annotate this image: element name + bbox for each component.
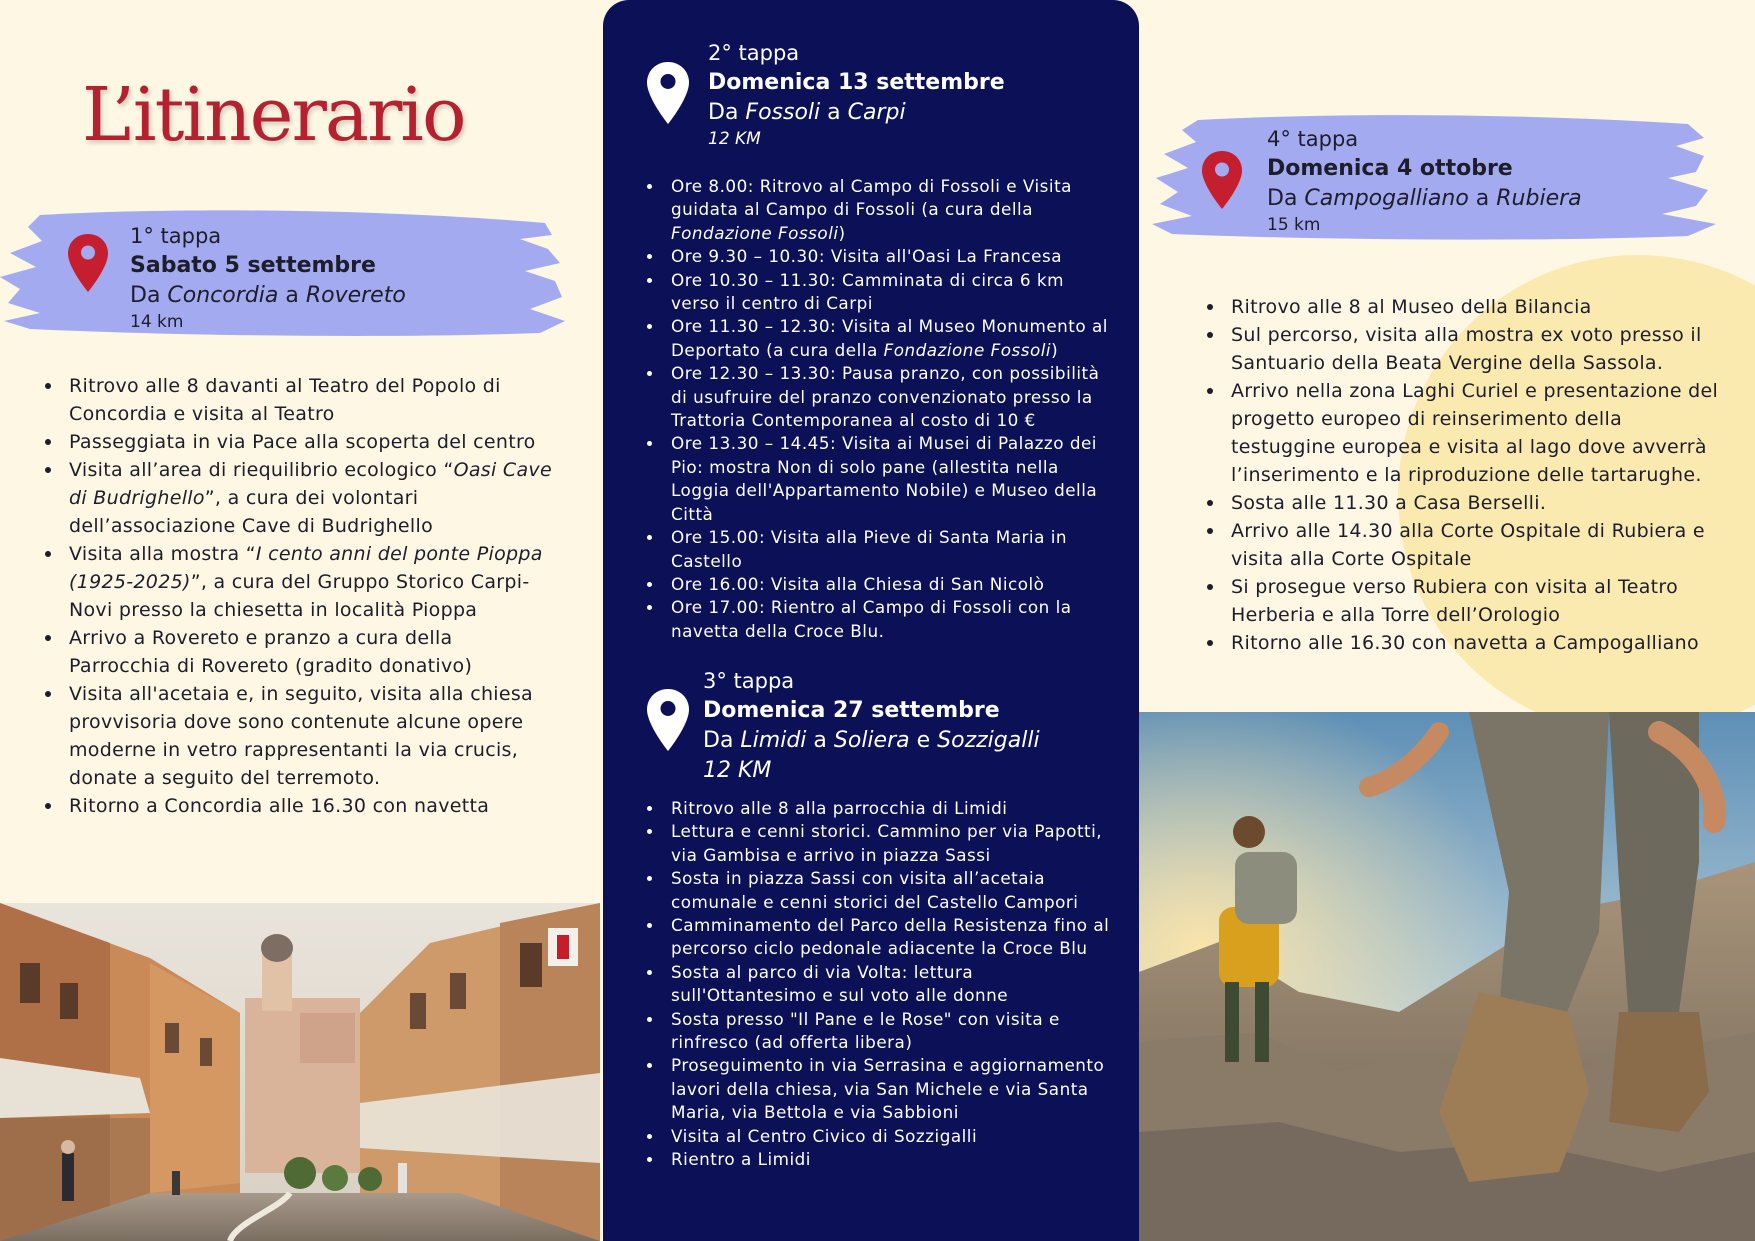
list-item: Ore 11.30 – 12.30: Visita al Museo Monumento al Deportato (a cura della Fondazione Fossoli) [642, 315, 1110, 362]
list-item: Arrivo nella zona Laghi Curiel e presentazione del progetto europeo di reinserimento della testuggine europea e visita al lago dove avverrà l’inserimento e la riproduzione delle tartarughe. [1202, 377, 1732, 489]
hikers-photo [1139, 712, 1755, 1241]
list-item: Ore 8.00: Ritrovo al Campo di Fossoli e Visita guidata al Campo di Fossoli (a cura della Fondazione Fossoli) [642, 175, 1110, 245]
list-item: Ore 16.00: Visita alla Chiesa di San Nicolò [642, 573, 1110, 596]
list-item: Sosta presso "Il Pane e le Rose" con visita e rinfresco (ad offerta libera) [642, 1008, 1110, 1055]
stage-1-header [130, 222, 406, 333]
list-item: Ore 10.30 – 11.30: Camminata di circa 6 km verso il centro di Carpi [642, 269, 1110, 316]
stage-distance: 12 KM [703, 758, 772, 783]
stage-date: Sabato 5 settembre [130, 253, 376, 278]
list-item: Ore 9.30 – 10.30: Visita all'Oasi La Francesa [642, 245, 1110, 268]
stage-route: Da Concordia a Rovereto [130, 283, 406, 308]
list-item: Ritrovo alle 8 al Museo della Bilancia [1202, 293, 1732, 321]
stage-route: Da Fossoli a Carpi [708, 100, 906, 125]
stage-2-list [642, 175, 1110, 643]
stage-3-list [642, 797, 1110, 1172]
stage-number: 1° tappa [130, 224, 222, 248]
list-item: Ore 15.00: Visita alla Pieve di Santa Maria in Castello [642, 526, 1110, 573]
page-title: L’itinerario [82, 72, 465, 158]
list-item: Ritorno alle 16.30 con navetta a Campogalliano [1202, 629, 1732, 657]
list-item: Ritrovo alle 8 alla parrocchia di Limidi [642, 797, 1110, 820]
map-pin-icon [67, 233, 109, 293]
list-item: Rientro a Limidi [642, 1148, 1110, 1171]
stage-3-header [703, 667, 1040, 786]
stage-date: Domenica 4 ottobre [1267, 156, 1513, 181]
stage-4-list [1202, 293, 1732, 657]
stage-route: Da Campogalliano a Rubiera [1267, 186, 1582, 211]
stage-distance: 12 KM [708, 129, 761, 149]
stage-number: 2° tappa [708, 41, 800, 65]
list-item: Sosta alle 11.30 a Casa Berselli. [1202, 489, 1732, 517]
list-item: Ritrovo alle 8 davanti al Teatro del Popolo di Concordia e visita al Teatro [40, 372, 560, 428]
list-item: Sosta al parco di via Volta: lettura sull'Ottantesimo e sul voto alle donne [642, 961, 1110, 1008]
stage-4-header [1267, 125, 1582, 236]
list-item: Lettura e cenni storici. Cammino per via Papotti, via Gambisa e arrivo in piazza Sassi [642, 820, 1110, 867]
list-item: Ore 12.30 – 13.30: Pausa pranzo, con possibilità di usufruire del pranzo convenzionato presso la Trattoria Contemporanea al costo di 10 € [642, 362, 1110, 432]
stage-date: Domenica 13 settembre [708, 70, 1005, 95]
stage-distance: 14 km [130, 312, 184, 332]
list-item: Visita all'acetaia e, in seguito, visita alla chiesa provvisoria dove sono contenute alcune opere moderne in vetro rappresentanti la via crucis, donate a seguito del terremoto. [40, 680, 560, 792]
list-item: Passeggiata in via Pace alla scoperta del centro [40, 428, 560, 456]
list-item: Sosta in piazza Sassi con visita all’acetaia comunale e cenni storici del Castello Campori [642, 867, 1110, 914]
map-pin-icon [646, 61, 690, 125]
stage-number: 4° tappa [1267, 127, 1359, 151]
town-street-photo [0, 903, 600, 1241]
list-item: Arrivo a Rovereto e pranzo a cura della Parrocchia di Rovereto (gradito donativo) [40, 624, 560, 680]
stage-2-header [708, 39, 1005, 150]
list-item: Visita all’area di riequilibrio ecologico “Oasi Cave di Budrighello”, a cura dei volontari dell’associazione Cave di Budrighello [40, 456, 560, 540]
list-item: Si prosegue verso Rubiera con visita al Teatro Herberia e alla Torre dell’Orologio [1202, 573, 1732, 629]
stage-date: Domenica 27 settembre [703, 698, 1000, 723]
list-item: Sul percorso, visita alla mostra ex voto presso il Santuario della Beata Vergine della Sassola. [1202, 321, 1732, 377]
stage-1-list [40, 372, 560, 820]
map-pin-icon [1201, 150, 1243, 210]
list-item: Ritorno a Concordia alle 16.30 con navetta [40, 792, 560, 820]
stage-number: 3° tappa [703, 669, 795, 693]
list-item: Ore 13.30 – 14.45: Visita ai Musei di Palazzo dei Pio: mostra Non di solo pane (allestita nella Loggia dell'Appartamento Nobile) e Museo della Città [642, 432, 1110, 526]
list-item: Proseguimento in via Serrasina e aggiornamento lavori della chiesa, via San Michele e via Santa Maria, via Bettola e via Sabbioni [642, 1054, 1110, 1124]
list-item: Visita al Centro Civico di Sozzigalli [642, 1125, 1110, 1148]
stage-distance: 15 km [1267, 215, 1321, 235]
list-item: Ore 17.00: Rientro al Campo di Fossoli con la navetta della Croce Blu. [642, 596, 1110, 643]
list-item: Visita alla mostra “I cento anni del ponte Pioppa (1925-2025)”, a cura del Gruppo Storico Carpi-Novi presso la chiesetta in località Pioppa [40, 540, 560, 624]
stage-route: Da Limidi a Soliera e Sozzigalli [703, 728, 1040, 753]
list-item: Camminamento del Parco della Resistenza fino al percorso ciclo pedonale adiacente la Croce Blu [642, 914, 1110, 961]
map-pin-icon [646, 688, 690, 752]
list-item: Arrivo alle 14.30 alla Corte Ospitale di Rubiera e visita alla Corte Ospitale [1202, 517, 1732, 573]
